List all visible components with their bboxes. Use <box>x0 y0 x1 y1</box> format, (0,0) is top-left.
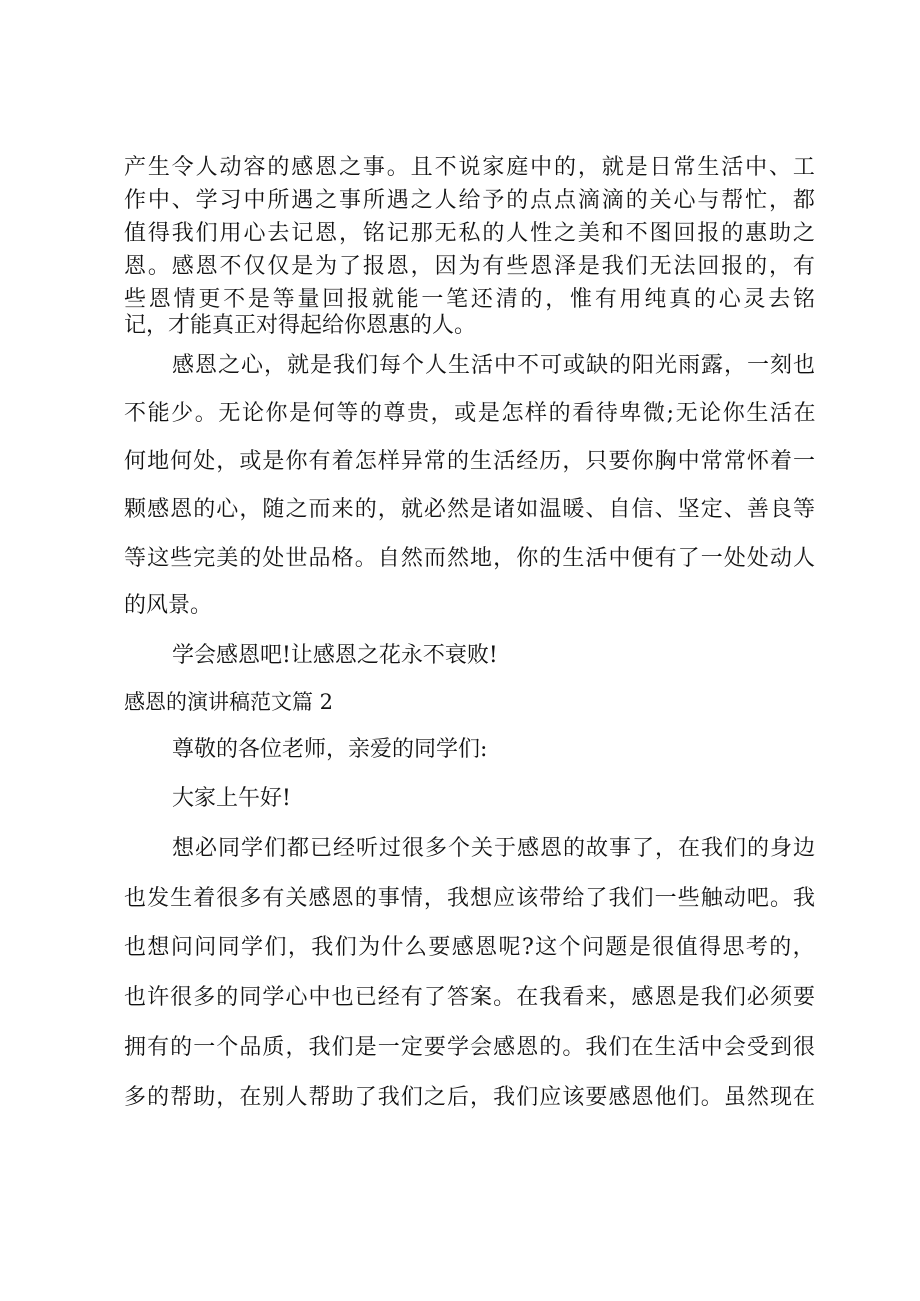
section-heading: 感恩的演讲稿范文篇 2 <box>124 690 334 714</box>
text-line: 想必同学们都已经听过很多个关于感恩的故事了，在我们的身边 <box>172 836 817 861</box>
text-line: 何地何处，或是你有着怎样异常的生活经历，只要你胸中常常怀着一 <box>124 449 817 474</box>
text-line: 颗感恩的心，随之而来的，就必然是诸如温暖、自信、坚定、善良等 <box>124 497 817 522</box>
text-line: 些恩情更不是等量回报就能一笔还清的，惟有用纯真的心灵去铭 <box>124 287 818 312</box>
text-line: 的风景。 <box>124 593 213 618</box>
text-line: 产生令人动容的感恩之事。且不说家庭中的，就是日常生活中、工 <box>124 155 817 180</box>
text-line: 也许很多的同学心中也已经有了答案。在我看来，感恩是我们必须要 <box>124 985 817 1010</box>
salutation: 尊敬的各位老师，亲爱的同学们: <box>172 737 488 762</box>
text-line: 感恩之心，就是我们每个人生活中不可或缺的阳光雨露，一刻也 <box>172 353 817 378</box>
text-line: 值得我们用心去记恩，铭记那无私的人性之美和不图回报的惠助之 <box>124 221 817 246</box>
text-line: 不能少。无论你是何等的尊贵，或是怎样的看待卑微;无论你生活在 <box>124 401 818 426</box>
text-line: 恩。感恩不仅仅是为了报恩，因为有些恩泽是我们无法回报的，有 <box>124 254 817 279</box>
text-line: 多的帮助，在别人帮助了我们之后，我们应该要感恩他们。虽然现在 <box>124 1085 817 1110</box>
text-line: 作中、学习中所遇之事所遇之人给予的点点滴滴的关心与帮忙，都 <box>124 188 817 213</box>
greeting: 大家上午好! <box>172 786 291 811</box>
text-line: 也发生着很多有关感恩的事情，我想应该带给了我们一些触动吧。我 <box>124 886 817 911</box>
text-line: 记，才能真正对得起给你恩惠的人。 <box>124 313 477 338</box>
text-line: 拥有的一个品质，我们是一定要学会感恩的。我们在生活中会受到很 <box>124 1035 817 1060</box>
text-line: 等这些完美的处世品格。自然而然地，你的生活中便有了一处处动人 <box>124 546 817 571</box>
text-line: 也想问问同学们，我们为什么要感恩呢?这个问题是很值得思考的， <box>124 935 817 960</box>
closing-line: 学会感恩吧!让感恩之花永不衰败! <box>172 643 498 668</box>
